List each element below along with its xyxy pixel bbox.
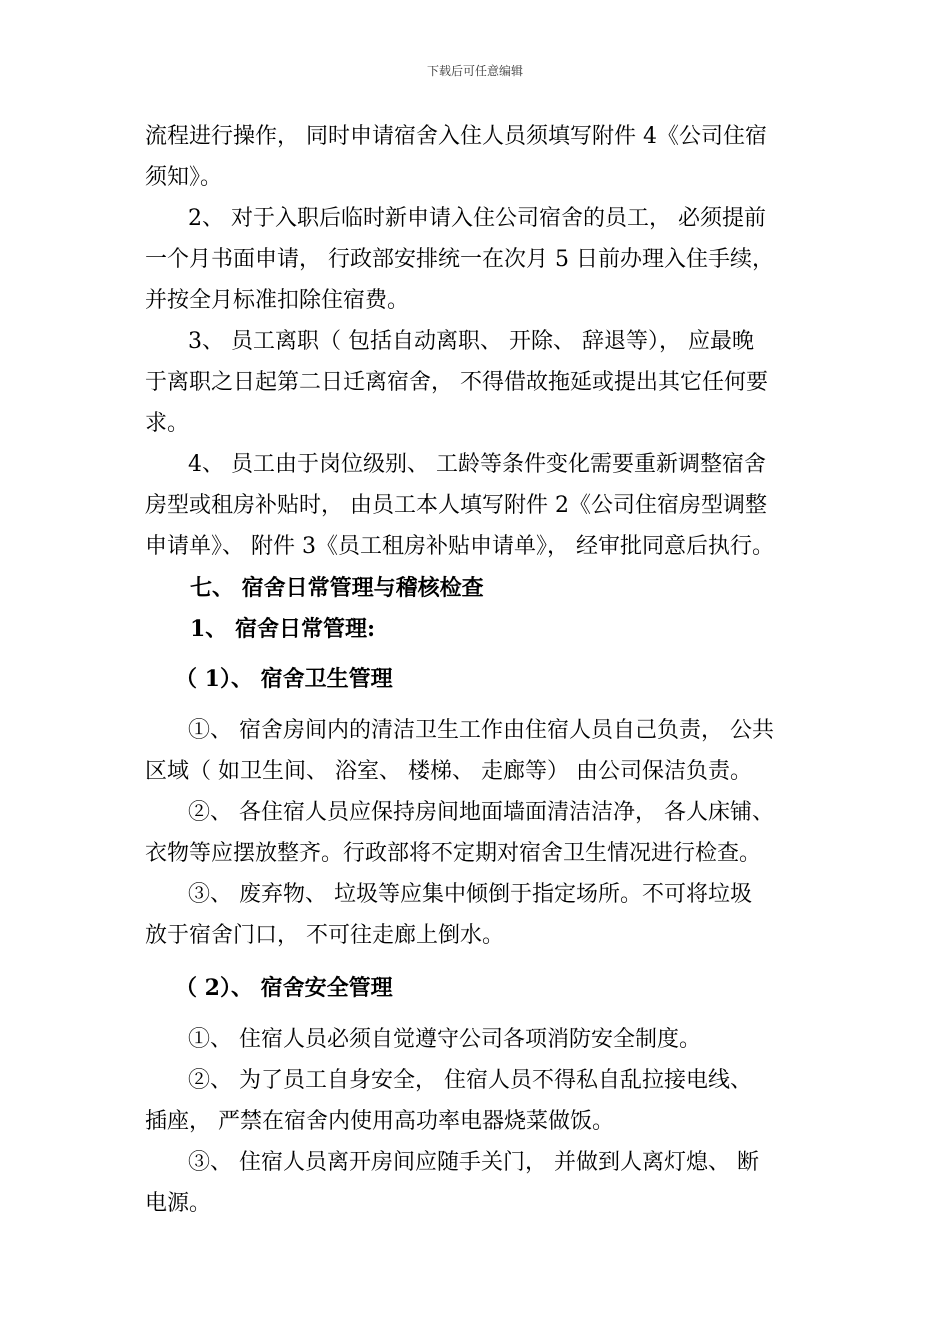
body-line: 3、 员工离职（ 包括自动离职、 开除、 辞退等）， 应最晚 — [188, 329, 754, 354]
body-line: 区域（ 如卫生间、 浴室、 楼梯、 走廊等） 由公司保洁负责。 — [145, 759, 752, 784]
body-line: 放于宿舍门口， 不可往走廊上倒水。 — [145, 923, 504, 948]
subsection-heading: （ 1）、 宿舍卫生管理 — [175, 666, 393, 692]
subsection-heading: （ 2）、 宿舍安全管理 — [175, 975, 393, 1001]
body-line: 衣物等应摆放整齐。行政部将不定期对宿舍卫生情况进行检查。 — [145, 841, 762, 866]
body-line: 插座， 严禁在宿舍内使用高功率电器烧菜做饭。 — [145, 1109, 614, 1134]
body-line: 一个月书面申请， 行政部安排统一在次月 5 日前办理入住手续， — [145, 247, 774, 272]
body-line: 须知》。 — [145, 165, 223, 190]
section-heading: 七、 宿舍日常管理与稽核检查 — [190, 575, 484, 601]
body-line: ①、 宿舍房间内的清洁卫生工作由住宿人员自己负责， 公共 — [188, 718, 774, 743]
body-line: 申请单》、 附件 3《员工租房补贴申请单》， 经审批同意后执行。 — [145, 534, 774, 559]
body-line: 2、 对于入职后临时新申请入住公司宿舍的员工， 必须提前 — [188, 206, 766, 231]
body-line: 于离职之日起第二日迁离宿舍， 不得借故拖延或提出其它任何要 — [145, 370, 768, 395]
body-line: ①、 住宿人员必须自觉遵守公司各项消防安全制度。 — [188, 1027, 701, 1052]
body-line: 4、 员工由于岗位级别、 工龄等条件变化需要重新调整宿舍 — [188, 452, 766, 477]
body-line: 求。 — [145, 411, 190, 436]
body-line: 并按全月标准扣除住宿费。 — [145, 288, 410, 313]
body-line: ③、 废弃物、 垃圾等应集中倾倒于指定场所。不可将垃圾 — [188, 882, 752, 907]
body-line: 电源。 — [145, 1191, 212, 1216]
body-line: ②、 为了员工自身安全， 住宿人员不得私自乱拉接电线、 — [188, 1068, 752, 1093]
body-line: ③、 住宿人员离开房间应随手关门， 并做到人离灯熄、 断 — [188, 1150, 759, 1175]
page-header: 下载后可任意编辑 — [426, 64, 523, 78]
body-line: 流程进行操作， 同时申请宿舍入住人员须填写附件 4《公司住宿 — [145, 124, 767, 149]
subsection-heading: 1、 宿舍日常管理: — [190, 616, 376, 642]
body-line: ②、 各住宿人员应保持房间地面墙面清洁洁净， 各人床铺、 — [188, 800, 774, 825]
body-line: 房型或租房补贴时， 由员工本人填写附件 2《公司住宿房型调整 — [145, 493, 767, 518]
